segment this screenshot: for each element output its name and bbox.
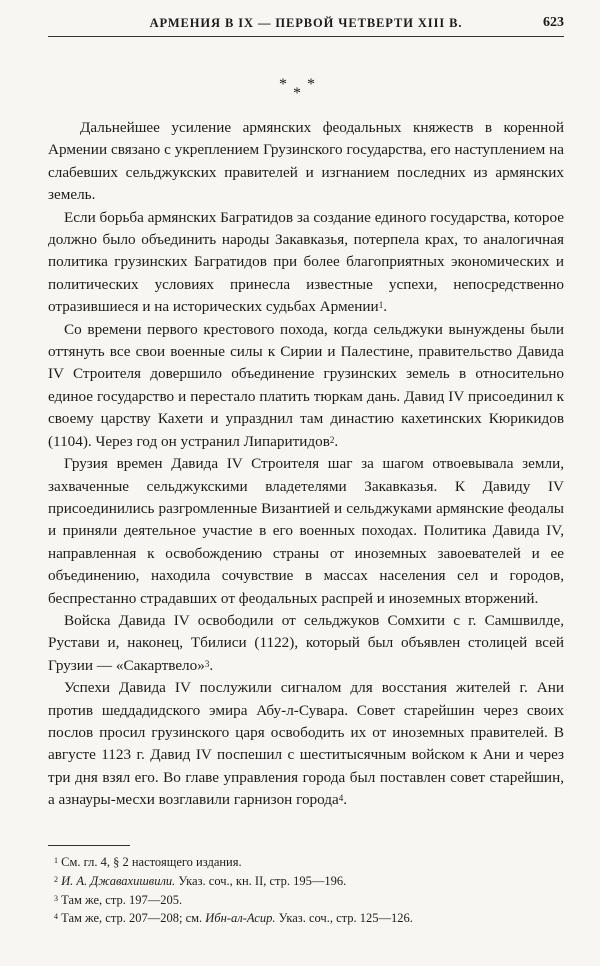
footnote-divider — [48, 845, 130, 846]
paragraph-5-text: Войска Давида IV освободили от сельджуков Сомхити с г. Самшвилде, Рустави и, наконец, Тбилиси (1122), который был объявлен столицей всей Грузии — «Сакартвело» — [48, 611, 564, 674]
footnote-num: 3 — [54, 893, 58, 903]
page-number: 623 — [543, 15, 564, 30]
footnote-ref-2[interactable]: 2 — [329, 434, 335, 445]
footnote-4 — [48, 909, 564, 928]
footnote-text: См. гл. 4, § 2 настоящего издания. — [61, 855, 242, 869]
asterism-separator — [0, 76, 600, 102]
footnote-ref-1[interactable]: 1 — [378, 300, 384, 311]
running-title: АРМЕНИЯ В IX — ПЕРВОЙ ЧЕТВЕРТИ XIII В. — [149, 16, 463, 30]
footnote-author: Ибн-ал-Асир. — [205, 911, 276, 926]
paragraph-1-text: Дальнейшее усиление армянских феодальных княжеств в коренной Армении связано с укреплением Грузинского государства, его наступлением на слабевших сельджукских правителей и изгнанием последних из армянских земель. — [48, 119, 564, 204]
paragraph-3: Со времени первого крестового похода, когда сельджуки вынуждены были оттянуть все свои военные силы к Сирии и Палестине, правительство Давида IV Строителя довершило объединение грузинских земель в относительно единое государство и перестало платить тюркам дань. Давид IV присоединил к своему царству Кахети и упразднил там династию кахетинских Кюрикидов (1104). Через год он устранил Липаритидов$^2$. — [48, 320, 564, 450]
paragraph-2: Если борьба армянских Багратидов за создание единого государства, которое должно было объединить народы Закавказья, потерпела крах, то аналогичная политика грузинских Багратидов при более благоприятных экономических и политических условиях принесла известные успехи, непосредственно отразившиеся и на исторических судьбах Армении$^1$. — [48, 208, 564, 316]
main-text — [48, 117, 564, 812]
footnote-num: 1 — [54, 856, 58, 865]
paragraph-3-text: Со времени первого крестового похода, когда сельджуки вынуждены были оттянуть все свои военные силы к Сирии и Палестине, правительство Давида IV Строителя довершило объединение грузинских земель в относительно единое государство и перестало платить тюркам дань. Давид IV присоединил к своему царству Кахети и упразднил там династию кахетинских Кюрикидов (1104). Через год он устранил Липаритидов — [48, 320, 564, 450]
paragraph-4 — [48, 453, 564, 610]
paragraph-4-text: Грузия времен Давида IV Строителя шаг за шагом отвоевывала земли, захваченные сельджукскими владетелями Закавказья. К Давиду IV присоединились разгромленные Византией и сельджуками армянские феодалы и приняли деятельное участие в его военных походах. Политика Давида IV, направленная к освобождению страны от иноземных завоевателей и ее объединению, находила сочувствие в массах населения сел и городов, беспрестанно страдавших от феодальных распрей и иноземных вторжений. — [48, 455, 564, 607]
footnote-author: И. А. Джавахишвили. — [61, 873, 176, 888]
footnote-text-tail: Указ. соч., стр. 125—126. — [275, 911, 413, 926]
footnote-ref-3[interactable]: 3 — [204, 658, 210, 669]
footnote-text: Там же, стр. 197—205. — [61, 892, 183, 907]
footnote-num: 4 — [54, 912, 58, 922]
footnote-num: 2 — [54, 874, 58, 884]
footnote-1 — [48, 853, 564, 872]
asterisk-right: * — [307, 76, 321, 93]
running-header — [48, 14, 564, 37]
paragraph-5: Войска Давида IV освободили от сельджуков Сомхити с г. Самшвилде, Рустави и, наконец, Тбилиси (1122), который был объявлен столицей всей Грузии — «Сакартвело»$^3$. — [48, 611, 564, 674]
paragraph-1 — [48, 117, 564, 207]
footnote-ref-4[interactable]: 4 — [338, 793, 344, 804]
paragraph-2-text: Если борьба армянских Багратидов за создание единого государства, которое должно было объединить народы Закавказья, потерпела крах, то аналогичная политика грузинских Багратидов при более благоприятных экономических и политических условиях принесла известные успехи, непосредственно отразившиеся и на исторических судьбах Армении — [48, 208, 564, 316]
paragraph-6: Успехи Давида IV послужили сигналом для восстания жителей г. Ани против шеддадидского эмира Абу-л-Сувара. Совет старейшин через своих послов просил грузинского царя освободить их от иноземных правителей. В августе 1123 г. Давид IV поспешил с шеститысячным войском к Ани и через три дня взял его. Во главе управления города был поставлен совет старейшин, а азнауры-месхи возглавили гарнизон города$^4$. — [48, 679, 564, 809]
paragraph-6-text: Успехи Давида IV послужили сигналом для восстания жителей г. Ани против шеддадидского эмира Абу-л-Сувара. Совет старейшин через своих послов просил грузинского царя освободить их от иноземных правителей. В августе 1123 г. Давид IV поспешил с шеститысячным войском к Ани и через три дня взял его. Во главе управления города был поставлен совет старейшин, а азнауры-месхи возглавили гарнизон города — [48, 679, 564, 809]
footnote-2 — [48, 872, 564, 891]
footnotes — [48, 853, 564, 928]
footnote-text: Указ. соч., кн. II, стр. 195—196. — [175, 873, 347, 888]
asterisk-middle: * — [293, 85, 307, 102]
footnote-text: Там же, стр. 207—208; см. — [61, 911, 206, 926]
asterisk-left: * — [279, 76, 293, 93]
footnote-3 — [48, 891, 564, 910]
